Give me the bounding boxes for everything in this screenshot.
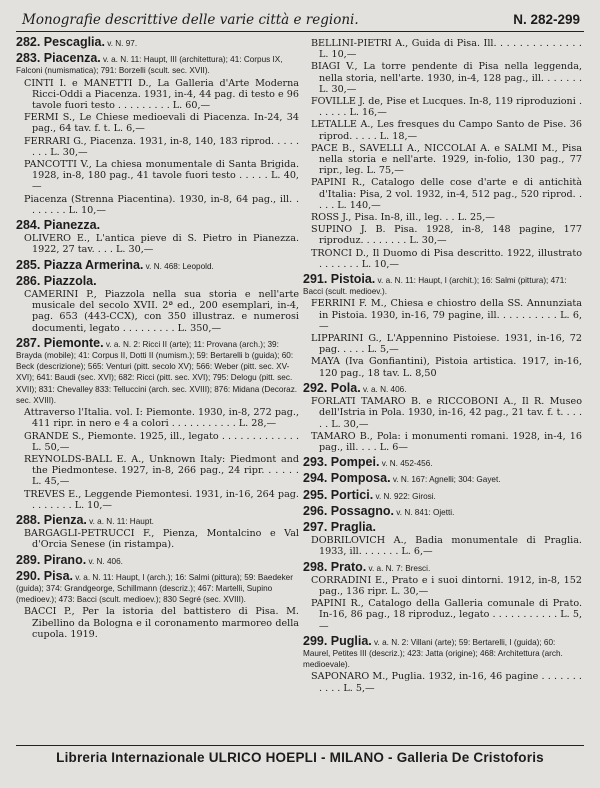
- city-references: v. a. N. 11: Haupt, I (arch.); 16: Salmi (pittura); 59: Baedeker (guida); 374: Grandgeorge, Schillmann (descriz.); 467: Martelli, Supino (medioev.); 473: Bacci (scult. medioev.); 830 Segré (sec. XVIII).: [16, 572, 293, 605]
- city-heading: [303, 503, 582, 518]
- book-entry: PACE B., SAVELLI A., NICCOLAI A. e SALMI M., Pisa nella storia e nell'arte. 1929, in-folio, 130 pag., 77 ripr., leg. L. 75,—: [311, 142, 582, 177]
- book-entry: SAPONARO M., Puglia. 1932, in-16, 46 pagine . . . . . . . . . . . L. 5,—: [311, 671, 582, 694]
- city-name: 290. Pisa.: [16, 568, 73, 583]
- city-references: v. a. N. 11: Haupt, I (archit.); 16: Salmi (pittura); 471: Bacci (scult. medioev.).: [303, 276, 567, 297]
- city-references: v. N. 452-456.: [379, 459, 433, 469]
- book-entry: CORRADINI E., Prato e i suoi dintorni. 1912, in-8, 152 pag., 136 ripr. L. 30,—: [311, 574, 582, 597]
- city-references: v. N. 167: Agnelli; 304: Gayet.: [390, 475, 501, 485]
- city-name: 289. Pirano.: [16, 552, 87, 567]
- city-name: 296. Possagno.: [303, 503, 395, 518]
- book-entry: SUPINO J. B. Pisa. 1928, in-8, 148 pagine, 177 riproduz. . . . . . . . L. 30,—: [311, 224, 582, 247]
- city-references: v. a. N. 11: Haupt, III (architettura); 41: Corpus IX, Falconi (numismatica); 791: Borzelli (scult. sec. XVII).: [16, 55, 283, 76]
- city-heading: [16, 53, 299, 76]
- city-name: 293. Pompei.: [303, 455, 380, 470]
- page-header: [16, 9, 584, 32]
- book-entry: PAPINI R., Catalogo delle cose d'arte e di antichità d'Italia: Pisa, 2 vol. 1932, in-4, 512 pag., 520 riprod. . . . . L. 140,—: [311, 177, 582, 211]
- page-range: N. 282-299: [513, 12, 580, 27]
- city-heading: [303, 274, 582, 297]
- city-name: 299. Puglia.: [303, 633, 372, 648]
- city-references: v. a. N. 406.: [360, 384, 407, 394]
- city-name: 287. Piemonte.: [16, 335, 104, 350]
- city-name: 284. Pianezza.: [16, 218, 101, 233]
- city-references: v. a. N. 11: Haupt.: [86, 516, 154, 526]
- city-heading: [16, 257, 299, 272]
- city-name: 285. Piazza Armerina.: [16, 257, 144, 272]
- city-heading: [16, 512, 299, 527]
- book-entry: BARGAGLI-PETRUCCI F., Pienza, Montalcino e Val d'Orcia Senese (in ristampa).: [24, 528, 299, 551]
- book-entry: BACCI P., Per la istoria del battistero di Pisa. M. Zibellino da Bologna e il coronamento marmoreo della cupola. 1919.: [24, 606, 299, 640]
- city-heading: [16, 37, 299, 49]
- book-entry: TAMARO B., Pola: i monumenti romani. 1928, in-4, 16 pag., ill. . . . L. 6—: [311, 430, 582, 453]
- city-heading: [16, 568, 299, 606]
- book-entry: OLIVERO E., L'antica pieve di S. Pietro in Pianezza. 1922, 27 tav. . . . L. 30,—: [24, 233, 299, 256]
- city-references: v. a. N. 7: Bresci.: [366, 563, 431, 573]
- city-heading: [303, 380, 582, 395]
- book-entry: FERRARI G., Piacenza. 1931, in-8, 140, 183 riprod. . . . . . . . L. 30,—: [24, 135, 299, 158]
- city-name: 294. Pomposa.: [303, 471, 391, 486]
- city-references: v. N. 468: Leopold.: [143, 261, 214, 271]
- book-entry: LETALLE A., Les fresques du Campo Santo de Pise. 36 riprod. . . . . L. 18,—: [311, 119, 582, 142]
- right-column: [303, 37, 582, 695]
- city-name: 283. Piacenza.: [16, 51, 101, 66]
- city-heading: [16, 552, 299, 567]
- city-name: 288. Pienza.: [16, 512, 87, 527]
- book-entry: FOVILLE J. de, Pise et Lucques. In-8, 119 riproduzioni . . . . . . L. 16,—: [311, 96, 582, 119]
- book-entry: MAYA (Iva Gonfiantini), Pistoia artistica. 1917, in-16, 120 pag., 18 tav. L. 8,50: [311, 356, 582, 379]
- book-entry: FERRINI F. M., Chiesa e chiostro della SS. Annunziata in Pistoia. 1930, in-16, 79 pagine, ill. . . . . . . . . . L. 6,—: [311, 298, 582, 332]
- book-entry: DOBRILOVICH A., Badia monumentale di Praglia. 1933, ill. . . . . . . L. 6,—: [311, 535, 582, 558]
- city-references: v. a. N. 2: Villani (arte); 59: Bertarelli, I (guida); 60: Maurel, Petites III (descriz.); 423: Jatta (origine); 468: Architettura (arch. medioevale).: [303, 637, 563, 670]
- city-name: 295. Portici.: [303, 487, 374, 502]
- book-entry: LIPPARINI G., L'Appennino Pistoiese. 1931, in-16, 72 pag. . . . . L. 5,—: [311, 333, 582, 356]
- city-heading: [303, 519, 582, 534]
- book-entry: REYNOLDS-BALL E. A., Unknown Italy: Piedmont and the Piedmontese. 1927, in-8, 266 pag., 24 ripr. . . . . . L. 45,—: [24, 453, 299, 488]
- city-heading: [16, 273, 299, 288]
- book-entry: BELLINI-PIETRI A., Guida di Pisa. Ill. . . . . . . . . . . . . . L. 10,—: [311, 38, 582, 61]
- city-heading: [16, 335, 299, 406]
- book-entry: CINTI I. e MANETTI D., La Galleria d'Arte Moderna Ricci-Oddi a Piacenza. 1931, in-4, 44 pag. di testo e 96 tavole fuori testo . . . . . . . . . L. 60,—: [24, 77, 299, 112]
- book-entry: PAPINI R., Catalogo della Galleria comunale di Prato. In-16, 86 pag., 18 riproduz., legato . . . . . . . . . . . L. 5,—: [311, 598, 582, 632]
- city-name: 298. Prato.: [303, 559, 367, 574]
- city-heading: [303, 457, 582, 469]
- city-heading: [16, 220, 299, 232]
- city-references: v. a. N. 2: Ricci II (arte); 11: Provana (arch.); 39: Brayda (mobile); 41: Corpus II, Dotti II (numism.); 59: Bertarelli b (guida); 60: Beck (descrizione); 565: Venturi (pitt. secolo XV); 566: Weber (pitt. sec. XV-XVI); 641: Baudi (sec. XVI); 682: Ricci (pitt. sec. XVI); 795: Delogu (pitt. sec. XVII); 831: Chevalley 833: Telluccini (arch. sec. XVIII); 876: Midana (Decoraz. sec. XVIII).: [16, 339, 298, 405]
- book-entry: TRONCI D., Il Duomo di Pisa descritto. 1922, illustrato . . . . . . . L. 10,—: [311, 247, 582, 270]
- book-entry: PANCOTTI V., La chiesa monumentale di Santa Brigida. 1928, in-8, 180 pag., 41 tavole fuori testo . . . . . L. 40,—: [24, 159, 299, 193]
- book-entry: FERMI S., Le Chiese medioevali di Piacenza. In-24, 34 pag., 64 tav. f. t. L. 6,—: [24, 112, 299, 135]
- page-footer: Libreria Internazionale ULRICO HOEPLI - MILANO - Galleria De Cristoforis: [16, 745, 584, 765]
- book-entry: CAMERINI P., Piazzola nella sua storia e nell'arte musicale del secolo XVII. 2ª ed., 200 esemplari, in-4, pag. 653 (443-CCX), con 350 illustraz. e numerosi documenti, legato . . . . . . . . . L. 350,—: [24, 289, 299, 334]
- book-entry: Attraverso l'Italia. vol. I: Piemonte. 1930, in-8, 272 pag., 411 ripr. in nero e 4 a colori . . . . . . . . . . . L. 28,—: [24, 407, 299, 430]
- page-title: Monografie descrittive delle varie città e regioni.: [22, 12, 359, 28]
- book-entry: FORLATI TAMARO B. e RICCOBONI A., Il R. Museo dell'Istria in Pola. 1930, in-16, 42 pag., 21 tav. f. t. . . . . . L. 30,—: [311, 396, 582, 430]
- city-references: v. N. 406.: [86, 556, 123, 566]
- book-entry: Piacenza (Strenna Piacentina). 1930, in-8, 64 pag., ill. . . . . . . . L. 10,—: [24, 193, 299, 216]
- city-references: v. N. 922: Girosi.: [373, 491, 436, 501]
- city-heading: [303, 473, 582, 485]
- city-name: 291. Pistoia.: [303, 272, 376, 287]
- city-name: 297. Praglia.: [303, 519, 376, 534]
- left-column: [16, 37, 299, 641]
- city-name: 292. Pola.: [303, 380, 361, 395]
- city-name: 282. Pescaglia.: [16, 35, 105, 49]
- book-entry: ROSS J., Pisa. In-8, ill., leg. . . L. 25,—: [311, 212, 495, 224]
- city-name: 286. Piazzola.: [16, 273, 97, 288]
- city-references: v. N. 841: Ojetti.: [394, 507, 455, 517]
- city-heading: [303, 559, 582, 574]
- city-references: v. N. 97.: [104, 39, 138, 48]
- book-entry: BIAGI V., La torre pendente di Pisa nella leggenda, nella storia, nell'arte. 1930, in-4, 128 pag., ill. . . . . . . L. 30,—: [311, 61, 582, 95]
- book-entry: GRANDE S., Piemonte. 1925, ill., legato . . . . . . . . . . . . . L. 50,—: [24, 430, 299, 453]
- city-heading: [303, 633, 582, 671]
- book-entry: TREVES E., Leggende Piemontesi. 1931, in-16, 264 pag. . . . . . . . L. 10,—: [24, 488, 299, 511]
- city-heading: [303, 487, 582, 502]
